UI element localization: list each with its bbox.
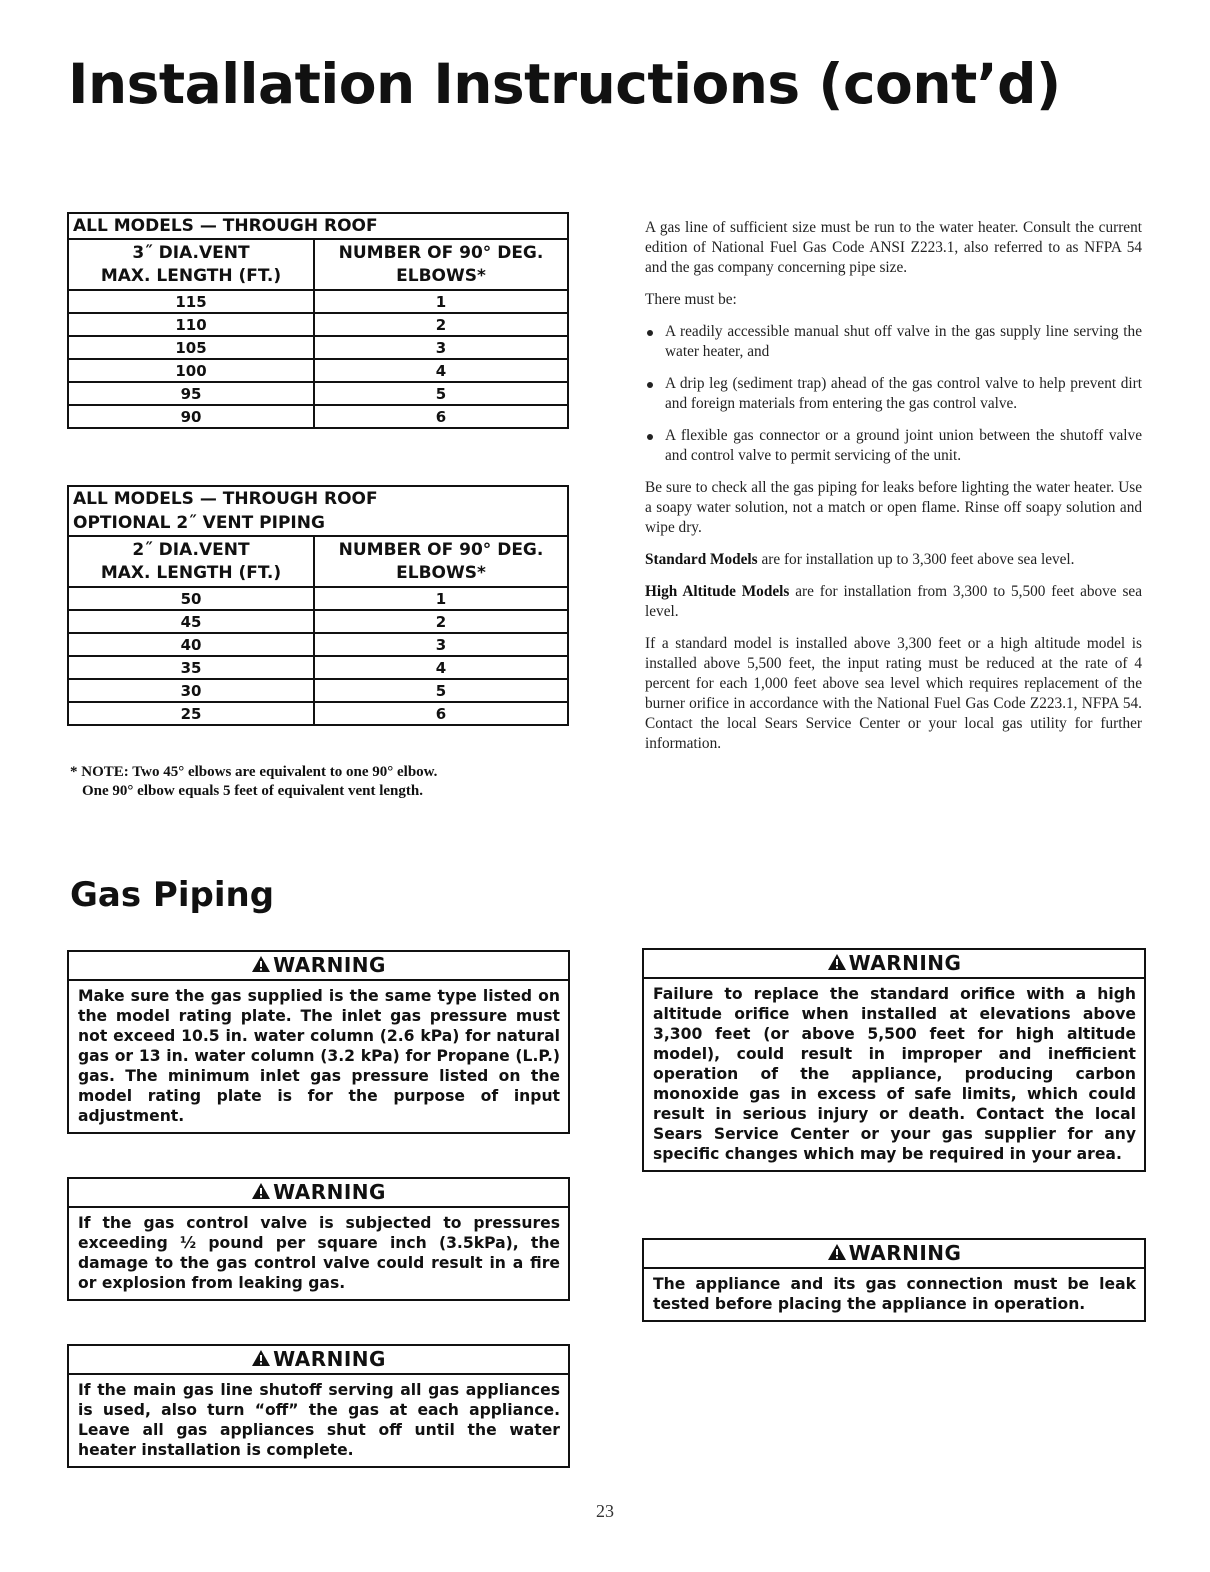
warning-triangle-icon [251, 953, 271, 979]
table-row: 40 3 [68, 633, 568, 656]
warning-box-gas-type [67, 950, 570, 1134]
table-row: 45 2 [68, 610, 568, 633]
table-row: 35 4 [68, 656, 568, 679]
table-row: 105 3 [68, 336, 568, 359]
warning-box-main-shutoff [67, 1344, 570, 1468]
column-header-elbows: NUMBER OF 90° DEG. ELBOWS* [314, 239, 568, 290]
list-item: A flexible gas connector or a ground joint union between the shutoff valve and control valve to permit servicing of the unit. [645, 426, 1142, 466]
table-row: 95 5 [68, 382, 568, 405]
warning-triangle-icon [251, 1180, 271, 1206]
warning-box-high-altitude [642, 948, 1146, 1172]
table-row: 115 1 [68, 290, 568, 313]
warning-heading: WARNING [644, 950, 1144, 979]
warning-text: If the gas control valve is subjected to pressures exceeding ½ pound per square inch (3.5kPa), the damage to the gas control valve could result in a fire or explosion from leaking gas. [78, 1214, 560, 1292]
warning-heading: WARNING [644, 1240, 1144, 1269]
bullet-icon [647, 434, 653, 440]
paragraph: If a standard model is installed above 3,300 feet or a high altitude model is installed above 5,500 feet, the input rating must be reduced at the rate of 4 percent for each 1,000 feet above sea level which requires replacement of the burner orifice in accordance with the National Fuel Gas Code Z223.1, NFPA 54. Contact the local Sears Service Center or your local gas utility for further information. [645, 635, 1142, 752]
warning-heading: WARNING [69, 1179, 568, 1208]
column-header-length: 3˝ DIA.VENT MAX. LENGTH (FT.) [68, 239, 314, 290]
gas-piping-text [645, 218, 1142, 766]
section-heading-gas-piping: Gas Piping [70, 875, 275, 915]
elbow-note: * NOTE: Two 45° elbows are equivalent to one 90° elbow. One 90° elbow equals 5 feet of equivalent vent length. [70, 764, 438, 799]
paragraph: Standard Models are for installation up to 3,300 feet above sea level. [645, 551, 1075, 568]
warning-heading: WARNING [69, 1346, 568, 1375]
table-row: 100 4 [68, 359, 568, 382]
paragraph: High Altitude Models are for installation from 3,300 to 5,500 feet above sea level. [645, 583, 1143, 620]
warning-text: Failure to replace the standard orifice with a high altitude orifice when installed at elevations above 3,300 feet (or above 5,500 feet for high altitude model), could result in improper and inefficient operation of the appliance, producing carbon monoxide gas in excess of safe limits, which could result in serious injury or death. Contact the local Sears Service Center or your gas supplier for any specific changes which may be required in your area. [653, 985, 1136, 1163]
page-number: 23 [596, 1501, 614, 1521]
table-row: 30 5 [68, 679, 568, 702]
table-caption: ALL MODELS — THROUGH ROOF OPTIONAL 2˝ VENT PIPING [68, 486, 568, 536]
list-item: A readily accessible manual shut off valve in the gas supply line serving the water heater, and [645, 322, 1142, 362]
warning-text: If the main gas line shutoff serving all gas appliances is used, also turn “off” the gas at each appliance. Leave all gas appliances shut off until the water heater installation is complete. [78, 1381, 560, 1459]
warning-text: Make sure the gas supplied is the same type listed on the model rating plate. The inlet gas pressure must not exceed 10.5 in. water column (2.6 kPa) for natural gas or 13 in. water column (3.2 kPa) for Propane (L.P.) gas. The minimum inlet gas pressure listed on the model rating plate is for the purpose of input adjustment. [78, 987, 560, 1125]
vent-table-2in [67, 485, 569, 726]
table-row: 110 2 [68, 313, 568, 336]
paragraph: There must be: [645, 291, 737, 308]
page-title: Installation Instructions (cont’d) [68, 52, 1061, 116]
table-row: 25 6 [68, 702, 568, 725]
bullet-icon [647, 330, 653, 336]
warning-text: The appliance and its gas connection must be leak tested before placing the appliance in operation. [653, 1275, 1136, 1313]
table-caption: ALL MODELS — THROUGH ROOF [68, 213, 568, 239]
table-row: 90 6 [68, 405, 568, 428]
vent-table-3in [67, 212, 569, 429]
list-item: A drip leg (sediment trap) ahead of the gas control valve to help prevent dirt and foreign materials from entering the gas control valve. [645, 374, 1142, 414]
warning-triangle-icon [251, 1347, 271, 1373]
warning-triangle-icon [827, 1241, 847, 1267]
warning-box-leak-test [642, 1238, 1146, 1322]
paragraph: A gas line of sufficient size must be run to the water heater. Consult the current edition of National Fuel Gas Code ANSI Z223.1, also referred to as NFPA 54 and the gas company concerning pipe size. [645, 219, 1142, 276]
column-header-length: 2˝ DIA.VENT MAX. LENGTH (FT.) [68, 536, 314, 587]
warning-triangle-icon [827, 951, 847, 977]
table-row: 50 1 [68, 587, 568, 610]
requirements-list [645, 322, 1142, 466]
warning-box-valve-pressure [67, 1177, 570, 1301]
bullet-icon [647, 382, 653, 388]
warning-heading: WARNING [69, 952, 568, 981]
paragraph: Be sure to check all the gas piping for leaks before lighting the water heater. Use a soapy water solution, not a match or open flame. Rinse off soapy solution and wipe dry. [645, 479, 1142, 536]
column-header-elbows: NUMBER OF 90° DEG. ELBOWS* [314, 536, 568, 587]
